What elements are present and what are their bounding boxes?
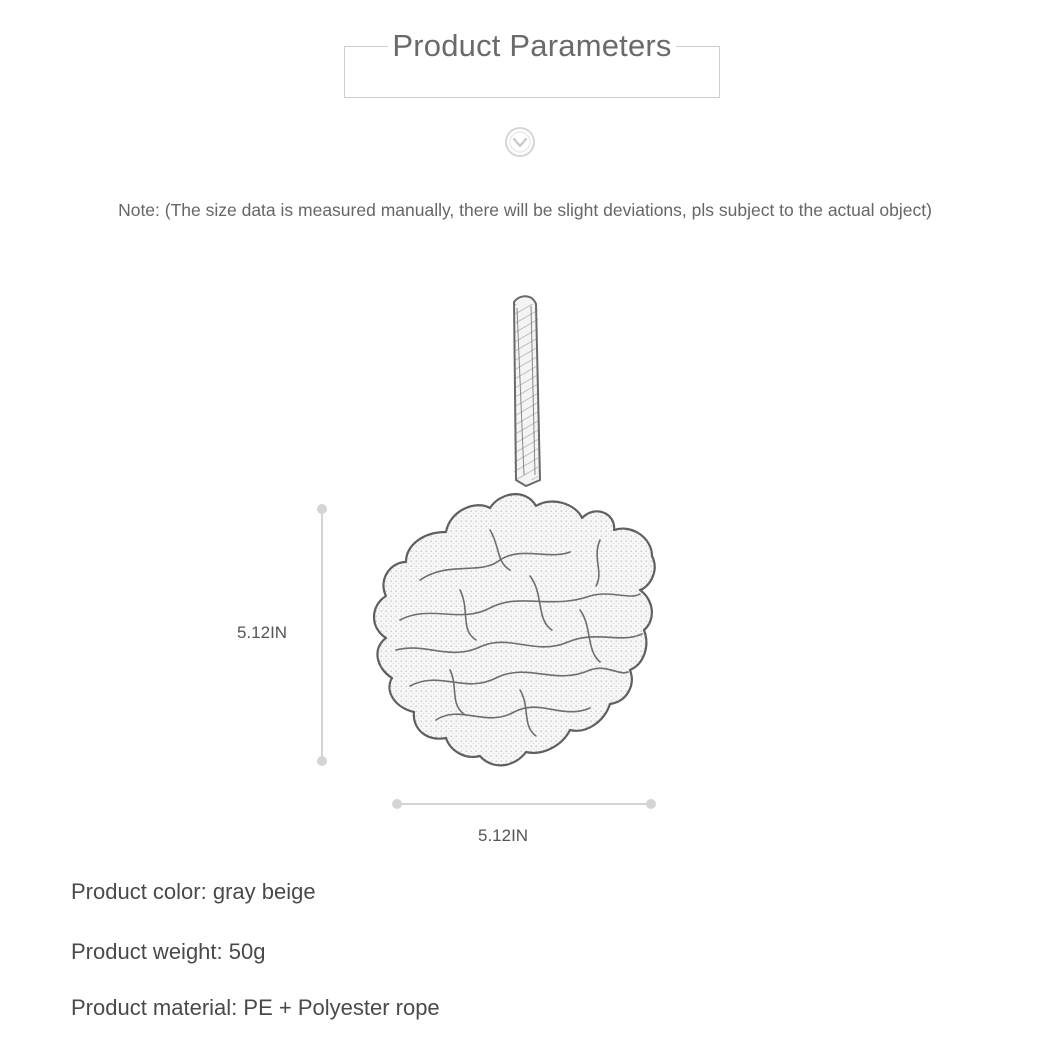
- measurement-note: Note: (The size data is measured manually, there will be slight deviations, pls subject to the actual object): [118, 200, 932, 220]
- chevron-down-icon: [504, 126, 536, 158]
- product-material: Product material: PE + Polyester rope: [71, 995, 440, 1020]
- page-title: Product Parameters: [344, 28, 720, 64]
- bath-sponge-icon: [300, 290, 680, 860]
- product-weight: Product weight: 50g: [71, 939, 266, 964]
- product-color: Product color: gray beige: [71, 879, 316, 904]
- width-dimension-label: 5.12IN: [478, 826, 529, 845]
- height-dimension-label: 5.12IN: [237, 623, 288, 642]
